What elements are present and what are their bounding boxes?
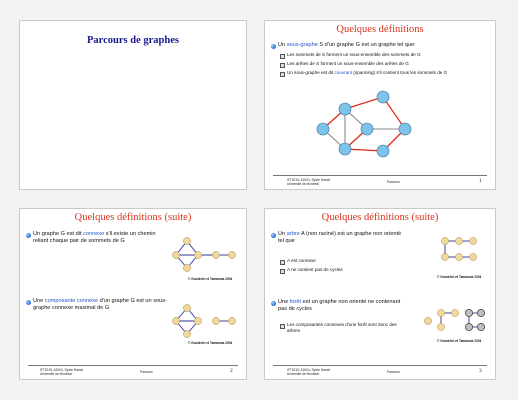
slide-title: Quelques définitions <box>336 24 424 35</box>
footer-divider <box>28 365 238 366</box>
graph-node <box>477 309 484 316</box>
keyword: forêt <box>289 299 302 305</box>
graph-node <box>477 323 484 330</box>
footer-line-1: IFT2015, A2004, Sylvie Hamel <box>40 368 84 372</box>
footer-line-1: IFT2015, A2004, Sylvie Hamel <box>287 178 331 182</box>
text-part: Un sous-graphe est dit <box>287 70 335 75</box>
copyright-label: © Goodrich et Tamassia 2004 <box>437 275 482 279</box>
spanning-subgraph-diagram <box>265 21 496 190</box>
footer-center: Parcours <box>387 370 400 374</box>
graph-node <box>437 309 444 316</box>
forest-diagram <box>265 209 496 380</box>
slide-3 <box>264 208 496 380</box>
sub-bullet-text: Les arêtes de S forment un sous-ensemble des arêtes de G <box>287 61 409 66</box>
graph-node <box>317 123 329 135</box>
sub-bullet-text: A est connexe <box>287 258 316 263</box>
sub-bullet-text: A ne contient pas de cycles <box>287 267 343 272</box>
footer-center: Parcours <box>140 370 153 374</box>
graph-node <box>399 123 411 135</box>
text-part: S d'un graphe G est un graphe tel que: <box>317 42 416 48</box>
graph-node <box>437 323 444 330</box>
text-part: A (non raciné) est un graphe non orienté tel que <box>278 231 402 245</box>
graph-node <box>377 145 389 157</box>
graph-node <box>194 317 201 324</box>
text-part: est un graphe non orienté ne contenant pas de cycles <box>278 299 401 313</box>
page-number: 2 <box>230 368 233 374</box>
footer-author <box>287 368 330 376</box>
slide-1 <box>264 20 496 190</box>
footer-author <box>287 178 330 186</box>
footer-divider <box>273 175 487 176</box>
graph-node <box>228 317 235 324</box>
cover-title: Parcours de graphes <box>87 35 179 46</box>
graph-node <box>451 309 458 316</box>
page-number: 3 <box>479 368 482 374</box>
footer-author <box>40 368 83 376</box>
graph-node <box>377 91 389 103</box>
text-part: Une <box>33 298 45 304</box>
copyright-label: © Goodrich et Tamassia 2004 <box>188 341 233 345</box>
footer-divider <box>273 365 487 366</box>
footer-line-1: IFT2015, A2004, Sylvie Hamel <box>287 368 331 372</box>
keyword: couvrant <box>334 70 353 75</box>
text-part: Un graphe G est dit <box>33 231 84 237</box>
footer-line-2: Université de Montréal <box>287 372 319 376</box>
slide-cover <box>19 20 247 190</box>
graph-node <box>212 317 219 324</box>
graph-node <box>465 323 472 330</box>
footer-line-2: Université de Montréal <box>287 182 319 186</box>
page-number: 1 <box>479 178 482 184</box>
graph-node <box>361 123 373 135</box>
slide-title: Quelques définitions (suite) <box>321 212 439 223</box>
slide-2 <box>19 208 247 380</box>
graph-node <box>183 330 190 337</box>
copyright-label: © Goodrich et Tamassia 2004 <box>437 339 482 343</box>
sub-bullet-text: Les sommets de S forment un sous-ensemble des sommets de G <box>287 52 421 57</box>
footer-line-2: Université de Montréal <box>40 372 72 376</box>
text-part: Une <box>278 299 290 305</box>
keyword: connexe <box>83 231 105 237</box>
connected-components-diagram <box>20 209 247 380</box>
keyword: composante connexe <box>44 298 99 304</box>
keyword: arbre <box>286 231 300 237</box>
graph-node <box>339 143 351 155</box>
graph-node <box>465 309 472 316</box>
copyright-label: © Goodrich et Tamassia 2004 <box>188 277 233 281</box>
slide-title: Quelques définitions (suite) <box>74 212 192 223</box>
keyword: sous-graphe <box>286 42 318 48</box>
graph-node <box>339 103 351 115</box>
graph-node <box>172 317 179 324</box>
sub-bullet-text: Les composantes connexes d'une forêt sont donc des arbres <box>287 322 397 333</box>
graph-node <box>183 304 190 311</box>
graph-node <box>424 317 431 324</box>
text-part: s'il existe un chemin reliant chaque pair de sommets de G <box>33 231 156 245</box>
text-part: d'un graphe G est un sous-graphe connexe maximal de G <box>33 298 167 312</box>
text-part: Un <box>278 42 287 48</box>
text-part: (spanning) s'il contient tous les sommets de G <box>352 70 448 75</box>
text-part: Un <box>278 231 287 237</box>
footer-center: Parcours <box>387 180 400 184</box>
